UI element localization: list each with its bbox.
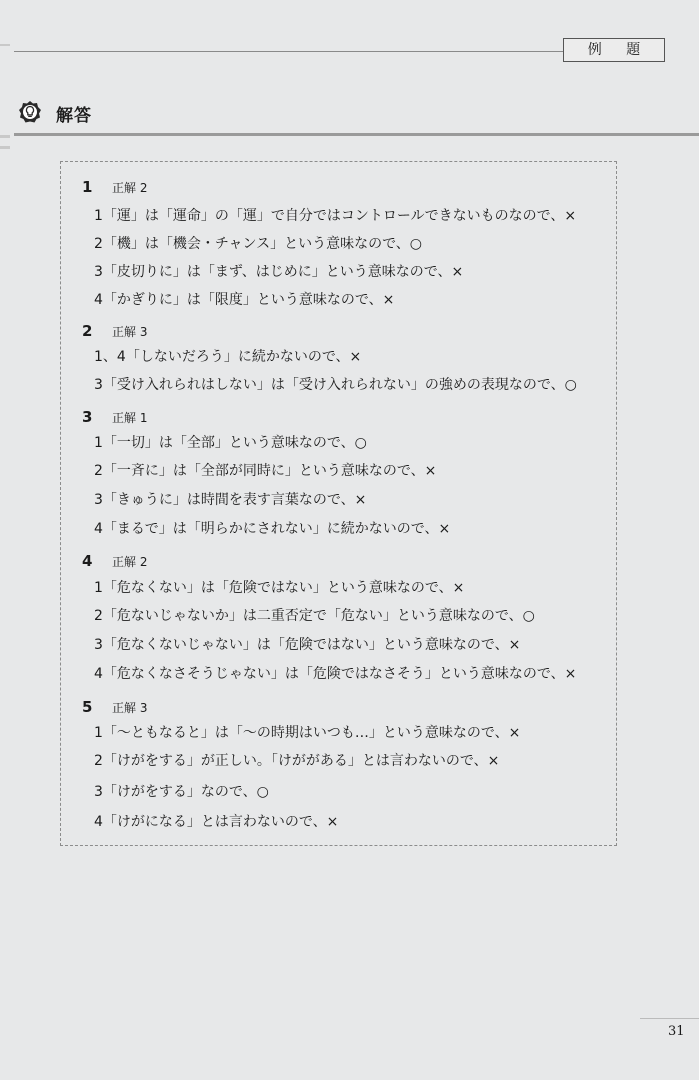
page-number: 31 [668, 1024, 685, 1039]
correct-answer: 正解 2 [112, 181, 148, 195]
binding-mark [0, 146, 10, 149]
section-title: 解答 [56, 106, 92, 126]
explanation-line: 2「けがをする」が正しい。「けががある」とは言わないので、× [94, 753, 500, 769]
explanation-line: 4「まるで」は「明らかにされない」に続かないので、× [94, 521, 451, 537]
explanation-line: 1「運」は「運命」の「運」で自分ではコントロールできないものなので、× [94, 208, 577, 224]
lightbulb-icon [18, 100, 42, 124]
explanation-line: 4「けがになる」とは言わないので、× [94, 814, 339, 830]
binding-mark [0, 135, 10, 138]
question-number: 2 [82, 322, 93, 340]
explanation-line: 1「一切」は「全部」という意味なので、○ [94, 435, 367, 451]
question-number: 4 [82, 552, 93, 570]
question-header [82, 178, 147, 196]
correct-answer: 正解 3 [112, 325, 148, 339]
explanation-line: 4「かぎりに」は「限度」という意味なので、× [94, 292, 395, 308]
correct-answer: 正解 3 [112, 701, 148, 715]
question-header [82, 552, 147, 570]
correct-answer: 正解 1 [112, 411, 148, 425]
explanation-line: 4「危なくなさそうじゃない」は「危険ではなさそう」という意味なので、× [94, 666, 577, 682]
explanation-line: 3「けがをする」なので、○ [94, 784, 269, 800]
question-number: 1 [82, 178, 93, 196]
explanation-line: 3「皮切りに」は「まず、はじめに」という意味なので、× [94, 264, 464, 280]
explanation-line: 1「危なくない」は「危険ではない」という意味なので、× [94, 580, 465, 596]
question-header [82, 408, 147, 426]
explanation-line: 1、4「しないだろう」に続かないので、× [94, 349, 362, 365]
example-tag: 例 題 [563, 38, 665, 62]
footer-rule [640, 1018, 699, 1019]
explanation-line: 1「～ともなると」は「～の時期はいつも…」という意味なので、× [94, 725, 521, 741]
question-header [82, 322, 147, 340]
explanation-line: 3「きゅうに」は時間を表す言葉なので、× [94, 492, 367, 508]
explanation-line: 2「一斉に」は「全部が同時に」という意味なので、× [94, 463, 437, 479]
section-rule [14, 133, 699, 136]
question-header [82, 698, 147, 716]
binding-mark [0, 44, 10, 46]
explanation-line: 2「機」は「機会・チャンス」という意味なので、○ [94, 236, 423, 252]
question-number: 5 [82, 698, 93, 716]
header-rule [14, 51, 564, 52]
explanation-line: 2「危ないじゃないか」は二重否定で「危ない」という意味なので、○ [94, 608, 535, 624]
question-number: 3 [82, 408, 93, 426]
correct-answer: 正解 2 [112, 555, 148, 569]
explanation-line: 3「危なくないじゃない」は「危険ではない」という意味なので、× [94, 637, 521, 653]
explanation-line: 3「受け入れられはしない」は「受け入れられない」の強めの表現なので、○ [94, 377, 577, 393]
